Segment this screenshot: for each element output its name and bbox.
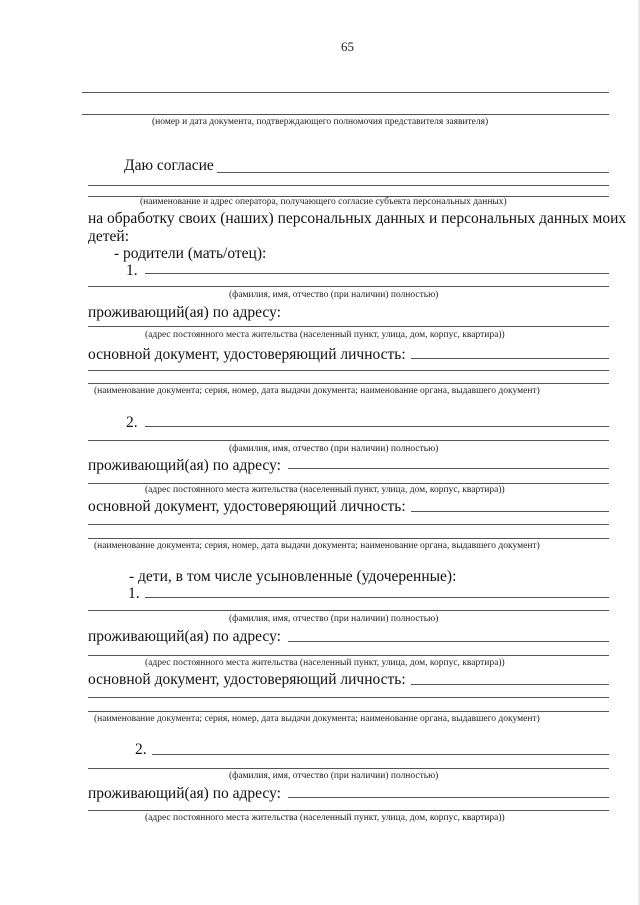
child-2-address-line-2[interactable] bbox=[88, 810, 609, 811]
parent-1-doc-line-1[interactable] bbox=[411, 358, 609, 359]
child-1-address-line-2[interactable] bbox=[88, 655, 609, 656]
caption-doc: (наименование документа; серия, номер, дата выдачи документа; наименование органа, выдавшего документ) bbox=[94, 714, 540, 724]
caption-fio: (фамилия, имя, отчество (при наличии) полностью) bbox=[229, 614, 439, 624]
caption-address: (адрес постоянного места жительства (населенный пункт, улица, дом, корпус, квартира)) bbox=[145, 485, 505, 495]
child-1-number: 1. bbox=[128, 585, 140, 602]
processing-text-1: на обработку своих (наших) персональных данных и персональных данных моих bbox=[88, 210, 627, 227]
child-2-fio-line-1[interactable] bbox=[152, 754, 609, 755]
caption-rep-doc: (номер и дата документа, подтверждающего полномочия представителя заявителя) bbox=[152, 117, 489, 127]
consent-label: Даю согласие bbox=[124, 157, 214, 174]
parent-1-fio-line-1[interactable] bbox=[145, 273, 609, 274]
caption-address: (адрес постоянного места жительства (населенный пункт, улица, дом, корпус, квартира)) bbox=[145, 813, 505, 823]
parent-2-doc-line-3[interactable] bbox=[88, 538, 609, 539]
operator-line-2[interactable] bbox=[88, 185, 609, 186]
caption-doc: (наименование документа; серия, номер, дата выдачи документа; наименование органа, выдавшего документ) bbox=[94, 386, 540, 396]
child-2-number: 2. bbox=[135, 741, 147, 758]
parent-2-residing-label: проживающий(ая) по адресу: bbox=[88, 457, 281, 474]
parents-heading: - родители (мать/отец): bbox=[114, 245, 267, 262]
caption-address: (адрес постоянного места жительства (населенный пункт, улица, дом, корпус, квартира)) bbox=[145, 330, 505, 340]
parent-2-address-line-1[interactable] bbox=[288, 468, 609, 469]
child-2-address-line-1[interactable] bbox=[288, 797, 609, 798]
page-number: 65 bbox=[341, 39, 354, 54]
parent-1-id-doc-label: основной документ, удостоверяющий личность: bbox=[88, 346, 406, 363]
parent-2-doc-line-1[interactable] bbox=[411, 511, 609, 512]
parent-1-number: 1. bbox=[126, 262, 138, 279]
parent-2-fio-line-1[interactable] bbox=[145, 426, 609, 427]
caption-doc: (наименование документа; серия, номер, дата выдачи документа; наименование органа, выдавшего документ) bbox=[94, 541, 540, 551]
caption-address: (адрес постоянного места жительства (населенный пункт, улица, дом, корпус, квартира)) bbox=[145, 658, 505, 668]
parent-1-fio-line-2[interactable] bbox=[88, 286, 609, 287]
child-1-doc-line-2[interactable] bbox=[88, 697, 609, 698]
child-1-address-line-1[interactable] bbox=[288, 641, 609, 642]
parent-2-number: 2. bbox=[126, 414, 138, 431]
parent-2-fio-line-2[interactable] bbox=[88, 440, 609, 441]
caption-fio: (фамилия, имя, отчество (при наличии) полностью) bbox=[229, 444, 439, 454]
parent-2-address-line-2[interactable] bbox=[88, 483, 609, 484]
parent-2-doc-line-2[interactable] bbox=[88, 524, 609, 525]
parent-2-id-doc-label: основной документ, удостоверяющий личность: bbox=[88, 498, 406, 515]
caption-operator: (наименование и адрес оператора, получающего согласие субъекта персональных данных) bbox=[140, 197, 507, 207]
child-1-doc-line-3[interactable] bbox=[88, 711, 609, 712]
caption-fio: (фамилия, имя, отчество (при наличии) полностью) bbox=[229, 290, 439, 300]
child-1-residing-label: проживающий(ая) по адресу: bbox=[88, 628, 281, 645]
child-2-residing-label: проживающий(ая) по адресу: bbox=[88, 785, 281, 802]
child-1-doc-line-1[interactable] bbox=[411, 684, 609, 685]
rep-doc-line-1[interactable] bbox=[82, 92, 609, 93]
processing-text-2: детей: bbox=[88, 228, 130, 245]
child-1-fio-line-1[interactable] bbox=[145, 597, 609, 598]
child-2-fio-line-2[interactable] bbox=[88, 768, 609, 769]
parent-1-residing-label: проживающий(ая) по адресу: bbox=[88, 304, 281, 321]
parent-1-doc-line-3[interactable] bbox=[88, 383, 609, 384]
caption-fio: (фамилия, имя, отчество (при наличии) полностью) bbox=[229, 771, 439, 781]
parent-1-address-line[interactable] bbox=[88, 326, 609, 327]
rep-doc-line-2[interactable] bbox=[82, 114, 609, 115]
child-1-id-doc-label: основной документ, удостоверяющий личность: bbox=[88, 671, 406, 688]
parent-1-doc-line-2[interactable] bbox=[88, 370, 609, 371]
children-heading: - дети, в том числе усыновленные (удочеренные): bbox=[129, 568, 457, 585]
operator-line-1[interactable] bbox=[217, 172, 609, 173]
child-1-fio-line-2[interactable] bbox=[88, 610, 609, 611]
